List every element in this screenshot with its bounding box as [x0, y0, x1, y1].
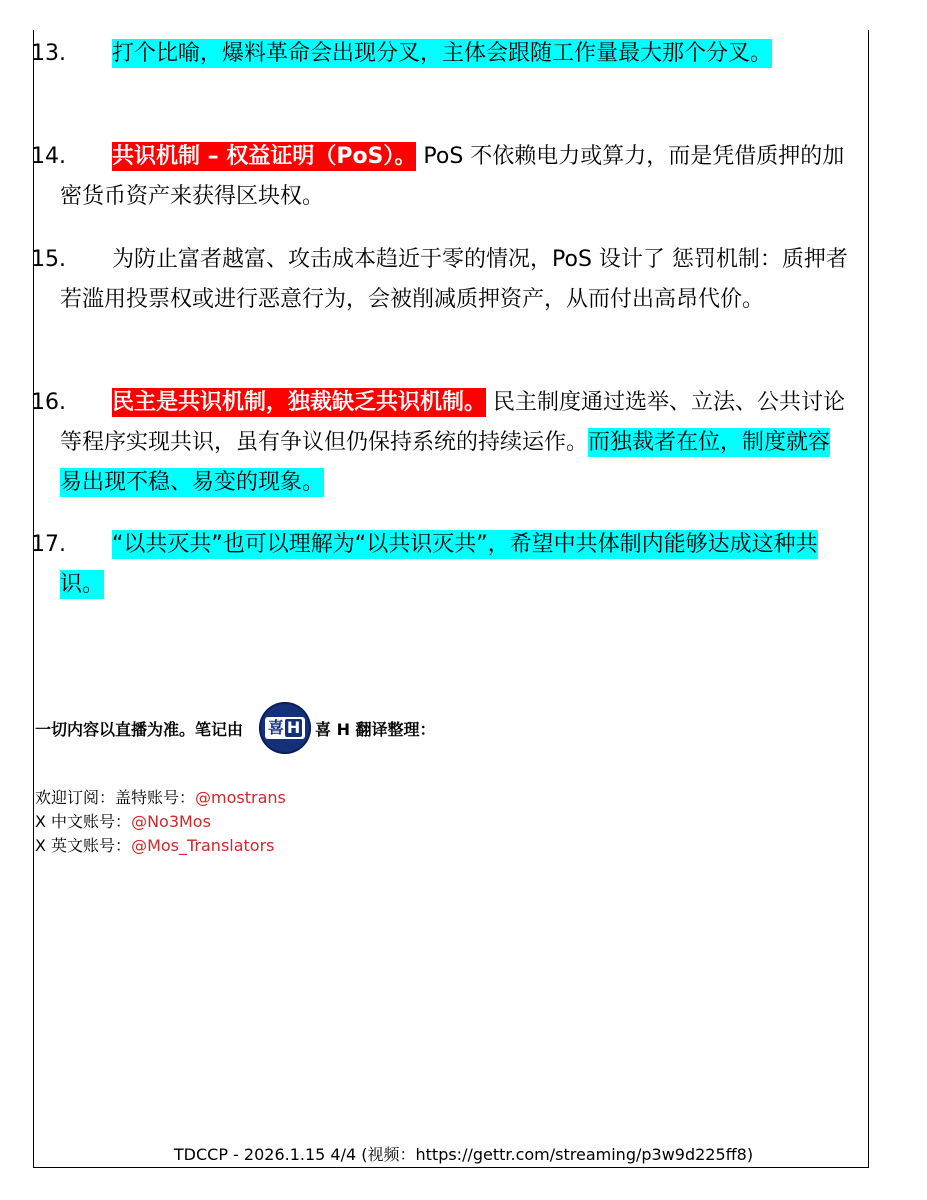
item-body — [60, 240, 850, 320]
account-link-mos-translators[interactable]: @Mos_Translators — [131, 836, 275, 855]
body-text: 民主制度通过选举、立法、公共讨论等程序实现共识，虽有争议但仍保持系统的持续运作。 — [60, 390, 846, 455]
red-highlight-text: 共识机制 – 权益证明（PoS）。 — [112, 144, 417, 169]
item-body — [60, 137, 850, 217]
list-item-13 — [31, 34, 850, 74]
body-text: 为防止富者越富、攻击成本趋近于零的情况，PoS 设计了 惩罚机制：质押者若滥用投票权或进行恶意行为，会被削减质押资产，从而付出高昂代价。 — [60, 247, 848, 312]
xi-h-logo-icon — [259, 702, 311, 754]
credit-suffix: 喜 H 翻译整理： — [315, 719, 436, 739]
cyan-highlight-text: 而独裁者在位，制度就容易出现不稳、易变的现象。 — [60, 430, 831, 495]
account-label: X 英文账号： — [35, 836, 132, 855]
list-item-16 — [31, 383, 850, 503]
logo-mark — [265, 717, 305, 739]
cyan-highlight-text: “以共灭共”也可以理解为“以共识灭共”，希望中共体制内能够达成这种共识。 — [60, 532, 818, 597]
account-row-x-chinese — [35, 810, 286, 834]
item-number: 15. — [31, 247, 66, 272]
logo-char: 喜 — [267, 718, 284, 737]
cyan-highlight-text: 打个比喻，爆料革命会出现分叉，主体会跟随工作量最大那个分叉。 — [112, 41, 773, 66]
list-item-14 — [31, 137, 850, 217]
account-label: 欢迎订阅：盖特账号： — [35, 788, 196, 807]
item-number: 14. — [31, 144, 66, 169]
list-item-17 — [31, 525, 850, 605]
page-footer: TDCCP - 2026.1.15 4/4 (视频：https://gettr.com/streaming/p3w9d225ff8) — [173, 1145, 754, 1164]
list-item-15 — [31, 240, 850, 320]
item-body — [60, 34, 850, 74]
credit-line — [35, 701, 436, 755]
account-row-x-english — [35, 834, 286, 858]
account-link-mostrans[interactable]: @mostrans — [195, 788, 286, 807]
item-number: 13. — [31, 41, 66, 66]
item-number: 17. — [31, 532, 66, 557]
item-number: 16. — [31, 390, 66, 415]
account-link-no3mos[interactable]: @No3Mos — [131, 812, 211, 831]
account-list — [35, 786, 286, 858]
account-row-gettr — [35, 786, 286, 810]
credit-prefix: 一切内容以直播为准。笔记由 — [35, 719, 244, 739]
body-text: PoS 不依赖电力或算力，而是凭借质押的加密货币资产来获得区块权。 — [60, 144, 845, 209]
logo-h: H — [286, 718, 301, 737]
red-highlight-text: 民主是共识机制，独裁缺乏共识机制。 — [112, 390, 487, 415]
item-body — [60, 383, 850, 503]
account-label: X 中文账号： — [35, 812, 132, 831]
item-body — [60, 525, 850, 605]
